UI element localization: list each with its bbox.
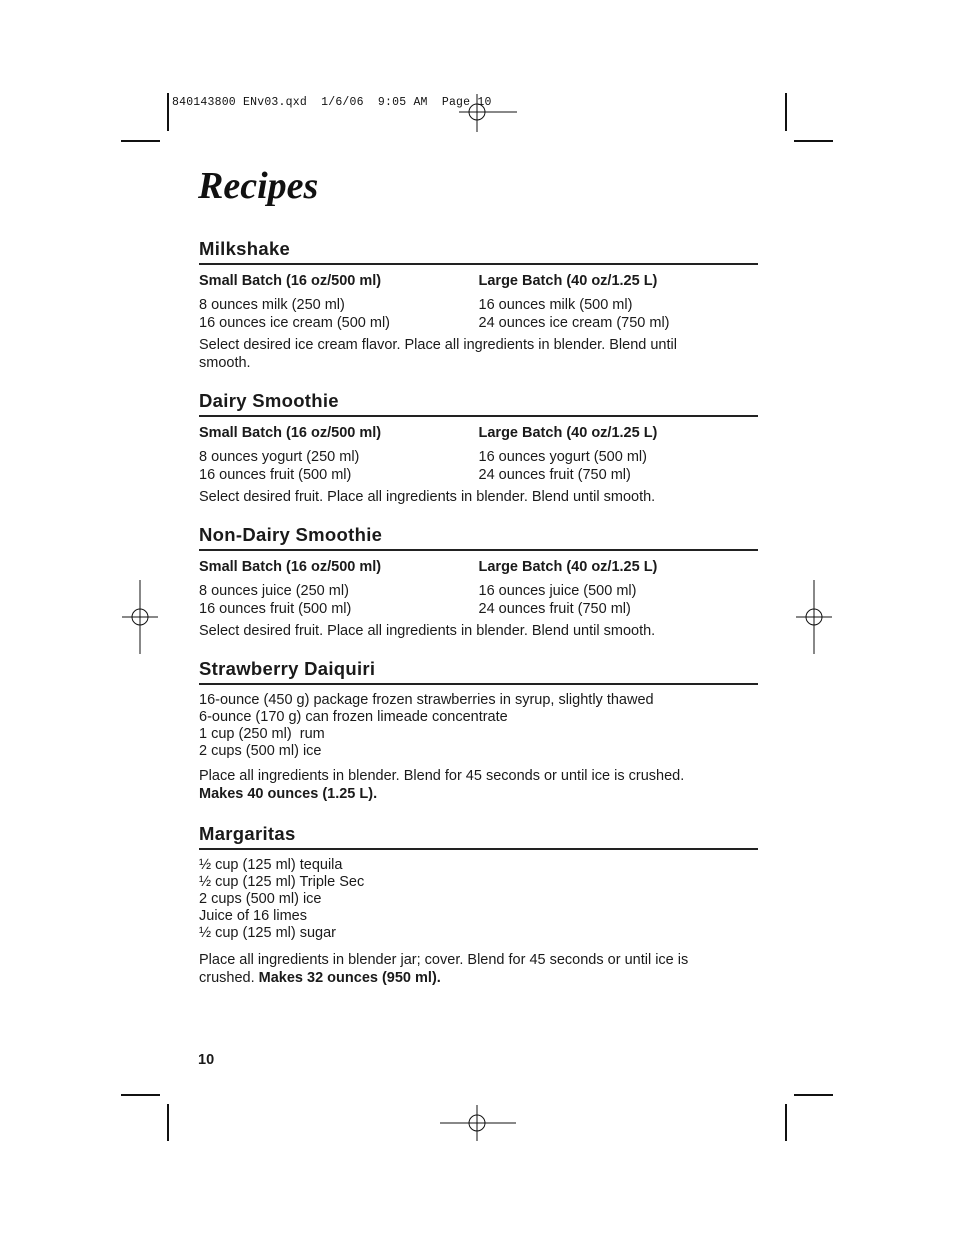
recipe-heading: Non-Dairy Smoothie (199, 524, 758, 551)
batch-columns (199, 424, 758, 484)
ingredient: 16 ounces fruit (500 ml) (199, 601, 352, 617)
small-batch-label: Small Batch (16 oz/500 ml) (199, 425, 382, 441)
recipe-strawberry-daiquiri (199, 658, 758, 803)
ingredient: 16 ounces milk (500 ml) (478, 297, 633, 313)
recipe-dairy-smoothie (199, 390, 758, 506)
recipe-directions: Place all ingredients in blender. Blend for 45 seconds or until ice is crushed. (199, 768, 685, 784)
small-batch-label: Small Batch (16 oz/500 ml) (199, 273, 382, 289)
ingredient-list (199, 692, 758, 760)
small-batch-column (199, 424, 479, 484)
ingredient: 8 ounces yogurt (250 ml) (199, 449, 360, 465)
print-slug: 840143800 ENv03.qxd 1/6/06 9:05 AM Page 10 (172, 96, 492, 109)
crop-mark (167, 1104, 169, 1141)
ingredient: 2 cups (500 ml) ice (199, 743, 322, 759)
registration-mark-icon (796, 580, 832, 654)
crop-mark (167, 93, 169, 131)
large-batch-column (479, 272, 759, 332)
recipe-directions (199, 951, 739, 987)
recipe-heading: Dairy Smoothie (199, 390, 758, 417)
ingredient: 6-ounce (170 g) can frozen limeade concentrate (199, 709, 508, 725)
crop-mark (785, 1104, 787, 1141)
ingredient: ½ cup (125 ml) tequila (199, 857, 343, 873)
recipe-heading: Milkshake (199, 238, 758, 265)
ingredient: ½ cup (125 ml) Triple Sec (199, 874, 365, 890)
ingredient: 24 ounces fruit (750 ml) (478, 601, 631, 617)
large-batch-label: Large Batch (40 oz/1.25 L) (478, 559, 658, 575)
crop-mark (794, 1094, 833, 1096)
ingredient: 8 ounces milk (250 ml) (199, 297, 345, 313)
batch-columns (199, 272, 758, 332)
directions-text: Place all ingredients in blender jar; cover. Blend for 45 seconds or until ice is crushed. (199, 952, 689, 986)
large-batch-column (479, 558, 759, 618)
recipe-margaritas (199, 823, 758, 987)
ingredient: 8 ounces juice (250 ml) (199, 583, 349, 599)
ingredient: 16 ounces juice (500 ml) (478, 583, 637, 599)
ingredient: 24 ounces ice cream (750 ml) (478, 315, 670, 331)
ingredient: 2 cups (500 ml) ice (199, 891, 322, 907)
page-number: 10 (198, 1052, 215, 1068)
recipe-yield: Makes 32 ounces (950 ml). (258, 970, 441, 986)
ingredient: 1 cup (250 ml) rum (199, 726, 325, 742)
recipe-milkshake (199, 238, 758, 372)
recipe-directions: Select desired ice cream flavor. Place all ingredients in blender. Blend until smooth. (199, 337, 677, 371)
crop-mark (121, 1094, 160, 1096)
registration-mark-icon (459, 94, 517, 132)
recipe-heading: Margaritas (199, 823, 758, 850)
recipe-non-dairy-smoothie (199, 524, 758, 640)
recipe-heading: Strawberry Daiquiri (199, 658, 758, 685)
recipe-directions: Select desired fruit. Place all ingredients in blender. Blend until smooth. (199, 623, 656, 639)
ingredient: 24 ounces fruit (750 ml) (478, 467, 631, 483)
recipe-yield: Makes 40 ounces (1.25 L). (199, 786, 378, 802)
large-batch-label: Large Batch (40 oz/1.25 L) (478, 425, 658, 441)
small-batch-label: Small Batch (16 oz/500 ml) (199, 559, 382, 575)
crop-mark (794, 140, 833, 142)
registration-mark-icon (122, 580, 158, 654)
ingredient: 16 ounces fruit (500 ml) (199, 467, 352, 483)
page-title: Recipes (198, 165, 319, 207)
ingredient-list (199, 857, 758, 942)
ingredient: 16-ounce (450 g) package frozen strawberries in syrup, slightly thawed (199, 692, 654, 708)
ingredient: ½ cup (125 ml) sugar (199, 925, 337, 941)
small-batch-column (199, 558, 479, 618)
large-batch-column (479, 424, 759, 484)
ingredient: 16 ounces ice cream (500 ml) (199, 315, 390, 331)
registration-mark-icon (440, 1105, 516, 1141)
crop-mark (121, 140, 160, 142)
ingredient: Juice of 16 limes (199, 908, 307, 924)
large-batch-label: Large Batch (40 oz/1.25 L) (478, 273, 658, 289)
recipe-directions: Select desired fruit. Place all ingredients in blender. Blend until smooth. (199, 489, 656, 505)
small-batch-column (199, 272, 479, 332)
batch-columns (199, 558, 758, 618)
ingredient: 16 ounces yogurt (500 ml) (478, 449, 647, 465)
crop-mark (785, 93, 787, 131)
